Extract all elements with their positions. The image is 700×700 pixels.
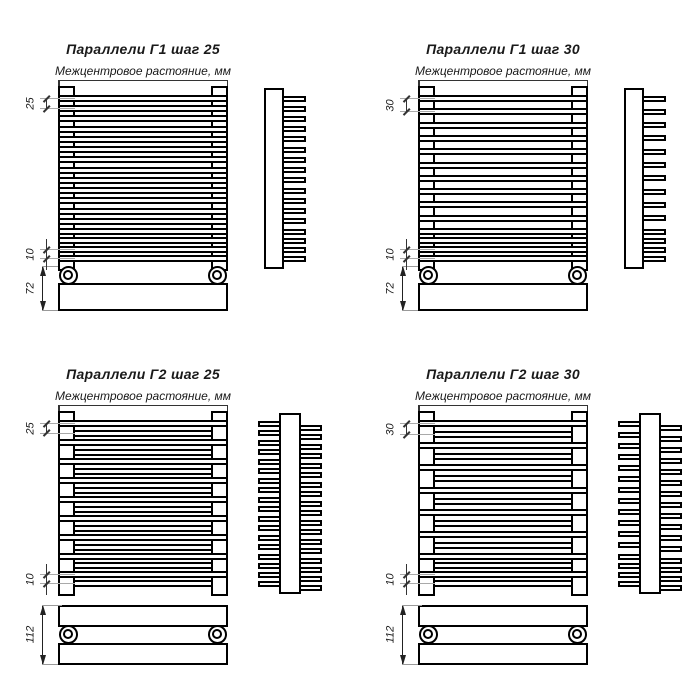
radiator-bar <box>58 439 228 446</box>
pitch-dimension-label: 25 <box>24 97 37 110</box>
radiator-bar <box>418 95 588 102</box>
radiator-bar <box>58 146 228 153</box>
dimension-line <box>46 424 47 434</box>
pipe-bore <box>423 629 433 639</box>
section-view <box>418 605 588 665</box>
panel-section-back <box>418 643 588 665</box>
dimension-tick <box>403 108 410 115</box>
dimension-tick <box>403 95 410 102</box>
radiator-bar <box>73 580 213 587</box>
arrow-up-icon <box>40 605 46 615</box>
dimension-line <box>46 239 47 270</box>
radiator-bar <box>418 188 588 195</box>
dimension-tick <box>43 246 50 253</box>
dimension-tick <box>43 420 50 427</box>
pipe-bore <box>572 270 582 280</box>
radiator-bar <box>418 246 588 253</box>
dimension-tick <box>43 580 50 587</box>
radiator-bar <box>58 496 228 503</box>
side-collector <box>639 413 661 594</box>
radiator-bar <box>58 95 228 102</box>
extension-line <box>402 310 418 311</box>
side-tube <box>641 238 666 244</box>
right-collector-tube <box>571 411 588 596</box>
variant-panel-g2-step30 <box>380 355 700 685</box>
side-tube <box>281 177 306 183</box>
radiator-bar <box>73 449 213 456</box>
radiator-bar <box>58 420 228 427</box>
side-collector <box>624 88 644 269</box>
dimension-tick <box>403 571 410 578</box>
front-view <box>58 411 228 596</box>
radiator-bar <box>58 187 228 194</box>
side-tube <box>641 256 666 262</box>
section-view <box>58 605 228 665</box>
dimension-tick <box>403 431 410 438</box>
side-tube <box>641 215 666 221</box>
radiator-bar <box>73 525 213 532</box>
radiator-bar <box>433 453 573 460</box>
depth-dimension-label: 112 <box>24 625 37 644</box>
side-tube <box>281 96 306 102</box>
radiator-bar <box>418 148 588 155</box>
dimension-line <box>406 564 407 595</box>
dimension-line <box>46 564 47 595</box>
radiator-bar <box>433 580 573 587</box>
pipe-section-left <box>419 266 438 285</box>
radiator-bar <box>58 126 228 133</box>
radiator-bar <box>418 228 588 235</box>
dimension-tick <box>43 95 50 102</box>
side-tube <box>281 116 306 122</box>
extension-line <box>42 310 58 311</box>
radiator-bar <box>58 197 228 204</box>
side-tube <box>641 247 666 253</box>
center-distance-label: Межцентровое растояние, мм <box>55 64 231 78</box>
radiator-bar <box>418 464 588 471</box>
radiator-bar <box>418 175 588 182</box>
front-view <box>58 86 228 271</box>
dimension-tick <box>43 255 50 262</box>
side-tube <box>281 208 306 214</box>
dimension-tick <box>43 105 50 112</box>
radiator-bar <box>73 468 213 475</box>
side-tube <box>281 188 306 194</box>
dimension-tick <box>403 580 410 587</box>
radiator-bar <box>433 520 573 527</box>
side-tube <box>281 167 306 173</box>
gap-dimension-label: 10 <box>384 247 397 261</box>
variant-title: Параллели Г1 шаг 25 <box>66 41 220 57</box>
radiator-bar <box>433 542 573 549</box>
radiator-bar <box>58 218 228 225</box>
side-collector <box>279 413 301 594</box>
depth-dimension-label: 72 <box>384 282 397 295</box>
pipe-bore <box>63 629 73 639</box>
side-tube <box>281 106 306 112</box>
depth-dimension-label: 112 <box>384 625 397 644</box>
radiator-bar <box>73 544 213 551</box>
variant-panel-g1-step25 <box>20 30 360 360</box>
radiator-bar <box>418 122 588 129</box>
panel-section-front <box>418 605 588 627</box>
extension-line <box>402 605 422 606</box>
radiator-bar <box>418 531 588 538</box>
side-tube <box>281 126 306 132</box>
pipe-section-left <box>419 625 438 644</box>
pipe-section-right <box>568 266 587 285</box>
extension-line <box>42 605 62 606</box>
panel-section <box>418 283 588 311</box>
front-view <box>418 86 588 271</box>
panel-section-front <box>58 605 228 627</box>
dimension-tick <box>43 571 50 578</box>
extension-line <box>42 664 58 665</box>
center-distance-label: Межцентровое растояние, мм <box>415 64 591 78</box>
section-view <box>418 266 588 311</box>
radiator-bar <box>58 208 228 215</box>
side-tube <box>641 175 666 181</box>
pitch-dimension-label: 30 <box>384 422 397 436</box>
variant-title: Параллели Г2 шаг 25 <box>66 366 220 382</box>
side-tube <box>281 147 306 153</box>
radiator-bar <box>418 487 588 494</box>
side-tube <box>641 189 666 195</box>
radiator-bar <box>418 442 588 449</box>
radiator-bar <box>58 228 228 235</box>
radiator-bar <box>58 115 228 122</box>
radiator-bar <box>433 562 573 569</box>
dimension-line <box>46 99 47 109</box>
side-tube <box>281 136 306 142</box>
side-tube <box>281 247 306 253</box>
depth-dimension-label: 72 <box>24 282 37 295</box>
radiator-bar <box>73 506 213 513</box>
radiator-bar <box>58 177 228 184</box>
radiator-bar <box>418 571 588 578</box>
variant-panel-g2-step25 <box>20 355 360 685</box>
radiator-bar <box>58 458 228 465</box>
radiator-bar <box>418 215 588 222</box>
side-tube <box>641 96 666 102</box>
pipe-section-left <box>59 625 78 644</box>
side-tube <box>281 198 306 204</box>
variant-panel-g1-step30 <box>380 30 700 360</box>
side-tube <box>641 109 666 115</box>
radiator-bar <box>418 162 588 169</box>
side-collector <box>264 88 284 269</box>
variant-title: Параллели Г1 шаг 30 <box>426 41 580 57</box>
radiator-bar <box>58 515 228 522</box>
arrow-up-icon <box>400 266 406 276</box>
radiator-bar <box>73 430 213 437</box>
pitch-dimension-label: 30 <box>384 99 397 112</box>
radiator-bar <box>58 105 228 112</box>
pipe-section-right <box>568 625 587 644</box>
pitch-dimension-label: 25 <box>24 422 37 435</box>
pipe-bore <box>63 270 73 280</box>
radiator-bar <box>58 571 228 578</box>
center-distance-label: Межцентровое растояние, мм <box>55 389 231 403</box>
radiator-bar <box>418 201 588 208</box>
dimension-tick <box>403 255 410 262</box>
radiator-bar <box>58 237 228 244</box>
side-tube <box>281 238 306 244</box>
radiator-bar <box>73 487 213 494</box>
radiator-bar <box>58 477 228 484</box>
arrow-up-icon <box>400 605 406 615</box>
dimension-tick <box>403 420 410 427</box>
radiator-bar <box>418 135 588 142</box>
radiator-bar <box>418 553 588 560</box>
panel-section-back <box>58 643 228 665</box>
section-view <box>58 266 228 311</box>
gap-dimension-label: 10 <box>384 572 397 586</box>
radiator-bar <box>58 255 228 262</box>
side-tube <box>641 162 666 168</box>
extension-line <box>402 664 418 665</box>
side-view <box>264 86 308 271</box>
radiator-bar <box>58 156 228 163</box>
radiator-bar <box>58 534 228 541</box>
radiator-bar <box>418 237 588 244</box>
side-tube <box>281 218 306 224</box>
pipe-bore <box>212 270 222 280</box>
side-tube <box>281 157 306 163</box>
front-view <box>418 411 588 596</box>
radiator-bar <box>58 136 228 143</box>
radiator-bar <box>418 509 588 516</box>
side-tube <box>641 149 666 155</box>
side-tube <box>641 122 666 128</box>
radiator-bar <box>418 108 588 115</box>
side-tube <box>641 229 666 235</box>
arrow-up-icon <box>40 266 46 276</box>
radiator-bar <box>73 562 213 569</box>
side-view <box>624 86 668 271</box>
variant-title: Параллели Г2 шаг 30 <box>426 366 580 382</box>
side-view <box>618 411 682 596</box>
dimension-tick <box>43 429 50 436</box>
radiator-bar <box>418 420 588 427</box>
pipe-section-right <box>208 266 227 285</box>
gap-dimension-label: 10 <box>24 572 37 586</box>
dimension-tick <box>403 246 410 253</box>
side-tube <box>641 202 666 208</box>
radiator-bar <box>58 246 228 253</box>
radiator-bar <box>58 167 228 174</box>
radiator-bar <box>433 498 573 505</box>
pipe-bore <box>423 270 433 280</box>
pipe-bore <box>212 629 222 639</box>
dimension-line <box>406 99 407 112</box>
pipe-section-left <box>59 266 78 285</box>
dimension-line <box>406 424 407 435</box>
pipe-bore <box>572 629 582 639</box>
pipe-section-right <box>208 625 227 644</box>
side-tube <box>281 229 306 235</box>
radiator-bar <box>433 475 573 482</box>
dimension-line <box>406 239 407 270</box>
side-view <box>258 411 322 596</box>
side-tube <box>281 256 306 262</box>
gap-dimension-label: 10 <box>24 247 37 261</box>
center-distance-label: Межцентровое растояние, мм <box>415 389 591 403</box>
radiator-bar <box>418 255 588 262</box>
radiator-bar <box>58 553 228 560</box>
panel-section <box>58 283 228 311</box>
side-tube <box>641 135 666 141</box>
radiator-bar <box>433 431 573 438</box>
